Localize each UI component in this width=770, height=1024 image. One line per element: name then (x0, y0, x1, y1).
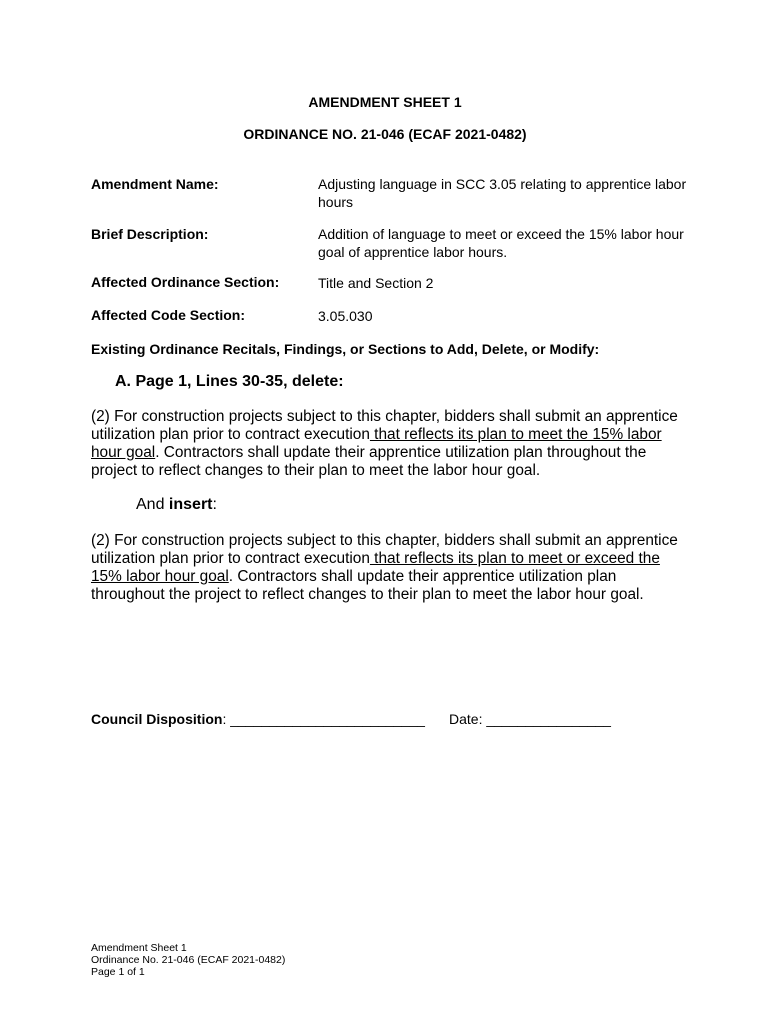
date-field: Date: ________________ (449, 711, 611, 727)
delete-text-start: (2) For construction projects subject to this chapter, bidders shall submit an apprentice utilization plan prior to contract execution (91, 408, 678, 443)
affected-code-section-value: 3.05.030 (318, 308, 373, 324)
insert-paragraph (91, 532, 691, 604)
insert-colon: : (212, 496, 217, 513)
delete-paragraph (91, 408, 691, 480)
delete-text-end: . Contractors shall update their apprentice utilization plan throughout the project to reflect changes to their plan to meet the labor hour goal. (91, 444, 647, 479)
sheet-title: AMENDMENT SHEET 1 (308, 94, 462, 110)
affected-ordinance-section-label: Affected Ordinance Section: (91, 274, 280, 290)
brief-description-label: Brief Description: (91, 226, 209, 242)
council-disposition-label: Council Disposition (91, 711, 223, 727)
insert-and: And (136, 496, 169, 513)
amendment-name-value: Adjusting language in SCC 3.05 relating to apprentice labor hours (318, 176, 687, 210)
affected-code-section-label: Affected Code Section: (91, 307, 246, 323)
insert-text-start: (2) For construction projects subject to this chapter, bidders shall submit an apprentice utilization plan prior to contract execution (91, 532, 678, 567)
amendment-name-label: Amendment Name: (91, 176, 219, 192)
brief-description-value: Addition of language to meet or exceed the 15% labor hour goal of apprentice labor hours. (318, 226, 684, 260)
insert-underlined-text: that reflects its plan to meet or exceed the 15% labor hour goal (91, 550, 660, 585)
insert-text-end: . Contractors shall update their apprentice utilization plan throughout the project to reflect changes to their plan to meet the labor hour goal. (91, 568, 644, 603)
insert-word: insert (168, 496, 213, 513)
footer-line-1: Amendment Sheet 1 (91, 942, 187, 954)
council-disposition-line: : _________________________ (222, 711, 425, 727)
section-a-heading: A. Page 1, Lines 30-35, delete: (115, 373, 344, 390)
affected-ordinance-section-value: Title and Section 2 (318, 275, 434, 291)
existing-ordinance-heading: Existing Ordinance Recitals, Findings, or Sections to Add, Delete, or Modify: (91, 341, 600, 357)
footer-line-3: Page 1 of 1 (91, 966, 145, 978)
council-disposition (91, 711, 425, 727)
ordinance-number: ORDINANCE NO. 21-046 (ECAF 2021-0482) (243, 126, 527, 142)
delete-underlined-text: that reflects its plan to meet the 15% labor hour goal (91, 426, 662, 461)
insert-instruction (136, 496, 217, 514)
footer-line-2: Ordinance No. 21-046 (ECAF 2021-0482) (91, 954, 286, 966)
